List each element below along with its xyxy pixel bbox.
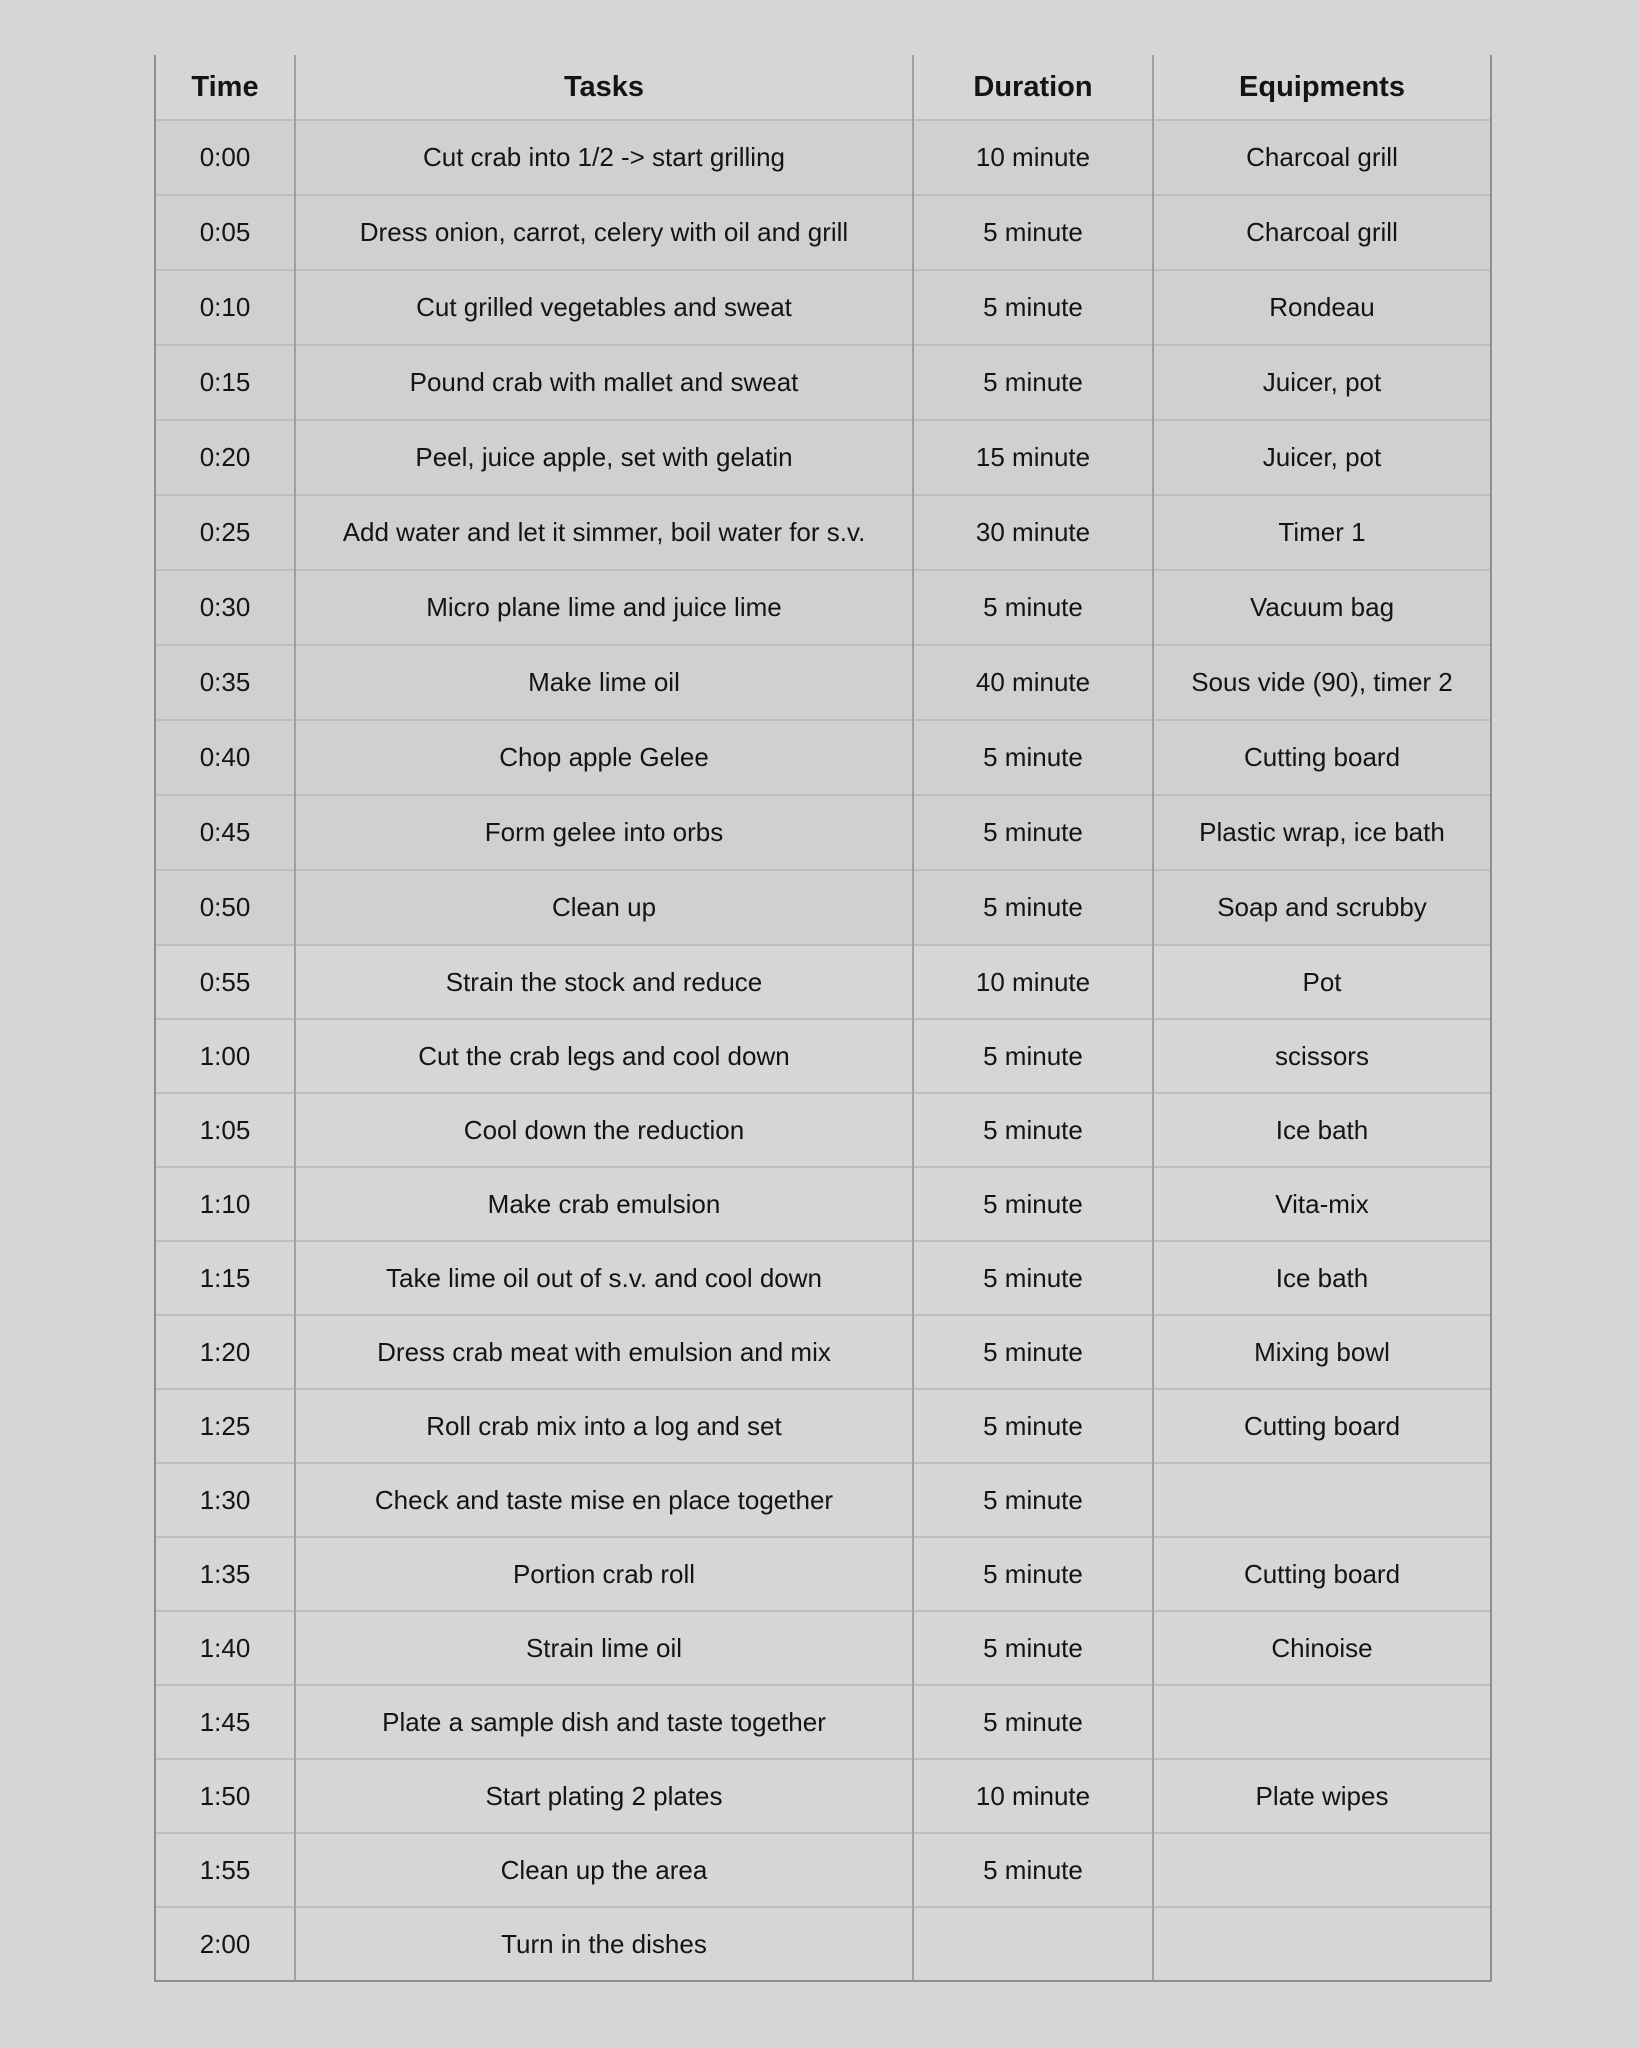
equipment-cell: Mixing bowl	[1153, 1315, 1491, 1389]
duration-cell: 5 minute	[913, 345, 1153, 420]
task-cell: Take lime oil out of s.v. and cool down	[295, 1241, 913, 1315]
time-cell: 1:55	[155, 1833, 295, 1907]
duration-cell: 15 minute	[913, 420, 1153, 495]
table-row	[155, 795, 1491, 870]
header-time: Time	[155, 55, 295, 120]
time-cell: 0:00	[155, 120, 295, 195]
equipment-cell: Plate wipes	[1153, 1759, 1491, 1833]
table-row	[155, 1833, 1491, 1907]
task-cell: Clean up the area	[295, 1833, 913, 1907]
time-cell: 0:40	[155, 720, 295, 795]
schedule-table	[154, 55, 1492, 1982]
table-row	[155, 1315, 1491, 1389]
table-row	[155, 1685, 1491, 1759]
duration-cell: 5 minute	[913, 1685, 1153, 1759]
task-cell: Strain the stock and reduce	[295, 945, 913, 1019]
equipment-cell: Cutting board	[1153, 1389, 1491, 1463]
table-row	[155, 1019, 1491, 1093]
task-cell: Dress onion, carrot, celery with oil and grill	[295, 195, 913, 270]
time-cell: 0:10	[155, 270, 295, 345]
equipment-cell: scissors	[1153, 1019, 1491, 1093]
equipment-cell: Chinoise	[1153, 1611, 1491, 1685]
time-cell: 1:30	[155, 1463, 295, 1537]
task-cell: Check and taste mise en place together	[295, 1463, 913, 1537]
table-row	[155, 1611, 1491, 1685]
task-cell: Form gelee into orbs	[295, 795, 913, 870]
equipment-cell	[1153, 1833, 1491, 1907]
equipment-cell: Vacuum bag	[1153, 570, 1491, 645]
equipment-cell: Ice bath	[1153, 1093, 1491, 1167]
equipment-cell: Rondeau	[1153, 270, 1491, 345]
time-cell: 1:05	[155, 1093, 295, 1167]
task-cell: Plate a sample dish and taste together	[295, 1685, 913, 1759]
time-cell: 0:15	[155, 345, 295, 420]
equipment-cell: Cutting board	[1153, 1537, 1491, 1611]
task-cell: Pound crab with mallet and sweat	[295, 345, 913, 420]
duration-cell: 5 minute	[913, 1833, 1153, 1907]
table-row	[155, 870, 1491, 945]
task-cell: Micro plane lime and juice lime	[295, 570, 913, 645]
time-cell: 0:55	[155, 945, 295, 1019]
table-header	[155, 55, 1491, 120]
header-tasks: Tasks	[295, 55, 913, 120]
equipment-cell	[1153, 1685, 1491, 1759]
time-cell: 0:05	[155, 195, 295, 270]
time-cell: 0:30	[155, 570, 295, 645]
equipment-cell: Cutting board	[1153, 720, 1491, 795]
table-row	[155, 1759, 1491, 1833]
duration-cell: 5 minute	[913, 1611, 1153, 1685]
task-cell: Turn in the dishes	[295, 1907, 913, 1981]
time-cell: 0:20	[155, 420, 295, 495]
time-cell: 1:15	[155, 1241, 295, 1315]
duration-cell: 10 minute	[913, 120, 1153, 195]
equipment-cell: Timer 1	[1153, 495, 1491, 570]
table-row	[155, 345, 1491, 420]
time-cell: 1:20	[155, 1315, 295, 1389]
table-row	[155, 495, 1491, 570]
table-row	[155, 1389, 1491, 1463]
task-cell: Portion crab roll	[295, 1537, 913, 1611]
equipment-cell: Vita-mix	[1153, 1167, 1491, 1241]
duration-cell: 5 minute	[913, 1241, 1153, 1315]
time-cell: 1:00	[155, 1019, 295, 1093]
task-cell: Add water and let it simmer, boil water for s.v.	[295, 495, 913, 570]
time-cell: 1:35	[155, 1537, 295, 1611]
duration-cell: 40 minute	[913, 645, 1153, 720]
time-cell: 0:25	[155, 495, 295, 570]
time-cell: 2:00	[155, 1907, 295, 1981]
duration-cell: 5 minute	[913, 195, 1153, 270]
duration-cell: 10 minute	[913, 1759, 1153, 1833]
equipment-cell: Soap and scrubby	[1153, 870, 1491, 945]
table-row	[155, 1463, 1491, 1537]
duration-cell: 5 minute	[913, 1315, 1153, 1389]
duration-cell: 5 minute	[913, 795, 1153, 870]
task-cell: Make lime oil	[295, 645, 913, 720]
duration-cell: 5 minute	[913, 1537, 1153, 1611]
duration-cell: 30 minute	[913, 495, 1153, 570]
time-cell: 0:50	[155, 870, 295, 945]
equipment-cell: Plastic wrap, ice bath	[1153, 795, 1491, 870]
equipment-cell: Charcoal grill	[1153, 120, 1491, 195]
table-row	[155, 270, 1491, 345]
task-cell: Strain lime oil	[295, 1611, 913, 1685]
duration-cell: 5 minute	[913, 1463, 1153, 1537]
header-row	[155, 55, 1491, 120]
table-row	[155, 720, 1491, 795]
equipment-cell: Sous vide (90), timer 2	[1153, 645, 1491, 720]
equipment-cell	[1153, 1463, 1491, 1537]
equipment-cell: Charcoal grill	[1153, 195, 1491, 270]
time-cell: 1:50	[155, 1759, 295, 1833]
task-cell: Dress crab meat with emulsion and mix	[295, 1315, 913, 1389]
task-cell: Clean up	[295, 870, 913, 945]
header-equipments: Equipments	[1153, 55, 1491, 120]
task-cell: Cut crab into 1/2 -> start grilling	[295, 120, 913, 195]
time-cell: 1:10	[155, 1167, 295, 1241]
duration-cell: 5 minute	[913, 870, 1153, 945]
duration-cell: 5 minute	[913, 570, 1153, 645]
table-row	[155, 1537, 1491, 1611]
task-cell: Cool down the reduction	[295, 1093, 913, 1167]
time-cell: 0:35	[155, 645, 295, 720]
duration-cell: 5 minute	[913, 1389, 1153, 1463]
duration-cell: 5 minute	[913, 720, 1153, 795]
time-cell: 1:40	[155, 1611, 295, 1685]
equipment-cell	[1153, 1907, 1491, 1981]
equipment-cell: Juicer, pot	[1153, 345, 1491, 420]
table-row	[155, 1241, 1491, 1315]
schedule-sheet	[154, 55, 1490, 1982]
table-body	[155, 120, 1491, 1981]
duration-cell	[913, 1907, 1153, 1981]
table-row	[155, 195, 1491, 270]
equipment-cell: Juicer, pot	[1153, 420, 1491, 495]
task-cell: Cut grilled vegetables and sweat	[295, 270, 913, 345]
task-cell: Peel, juice apple, set with gelatin	[295, 420, 913, 495]
duration-cell: 5 minute	[913, 1019, 1153, 1093]
table-row	[155, 1093, 1491, 1167]
duration-cell: 5 minute	[913, 1093, 1153, 1167]
time-cell: 1:25	[155, 1389, 295, 1463]
table-row	[155, 570, 1491, 645]
header-duration: Duration	[913, 55, 1153, 120]
table-row	[155, 945, 1491, 1019]
equipment-cell: Pot	[1153, 945, 1491, 1019]
time-cell: 1:45	[155, 1685, 295, 1759]
duration-cell: 5 minute	[913, 270, 1153, 345]
equipment-cell: Ice bath	[1153, 1241, 1491, 1315]
duration-cell: 10 minute	[913, 945, 1153, 1019]
task-cell: Cut the crab legs and cool down	[295, 1019, 913, 1093]
table-row	[155, 645, 1491, 720]
table-row	[155, 420, 1491, 495]
table-row	[155, 1167, 1491, 1241]
table-row	[155, 1907, 1491, 1981]
task-cell: Start plating 2 plates	[295, 1759, 913, 1833]
time-cell: 0:45	[155, 795, 295, 870]
task-cell: Roll crab mix into a log and set	[295, 1389, 913, 1463]
duration-cell: 5 minute	[913, 1167, 1153, 1241]
task-cell: Chop apple Gelee	[295, 720, 913, 795]
task-cell: Make crab emulsion	[295, 1167, 913, 1241]
table-row	[155, 120, 1491, 195]
